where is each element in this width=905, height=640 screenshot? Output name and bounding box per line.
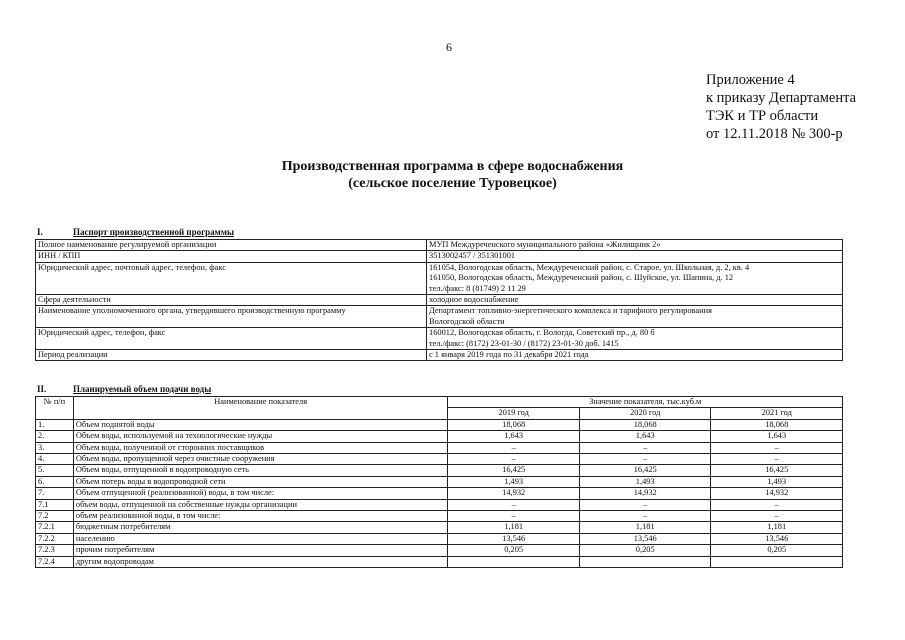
row-value-2021: 0,205 <box>711 545 843 556</box>
row-number: 5. <box>36 465 74 476</box>
row-number: 7.2.4 <box>36 556 74 567</box>
section2-heading <box>37 384 211 394</box>
col-header-name: Наименование показателя <box>73 397 448 420</box>
passport-value <box>427 251 843 262</box>
row-number: 7.2.1 <box>36 522 74 533</box>
table-row <box>36 465 843 476</box>
row-number: 2. <box>36 431 74 442</box>
row-value-2019: 16,425 <box>448 465 580 476</box>
row-number: 4. <box>36 454 74 465</box>
table-row <box>36 499 843 510</box>
row-value-2020: 18,068 <box>579 419 711 430</box>
table-row <box>36 533 843 544</box>
passport-label: Наименование уполномоченного органа, утвердившего производственную программу <box>36 306 427 328</box>
passport-value-line: 160012, Вологодская область, г. Вологда, Советский пр., д. 80 б <box>429 328 655 338</box>
row-indicator-name: Объем поднятой воды <box>73 419 448 430</box>
table-row <box>36 442 843 453</box>
row-value-2020 <box>579 556 711 567</box>
row-value-2020: 16,425 <box>579 465 711 476</box>
passport-value-line: тел./факс: 8 (81749) 2 11 29 <box>429 283 526 293</box>
appendix-line-2: к приказу Департамента <box>706 90 857 106</box>
passport-row <box>36 251 843 262</box>
passport-row <box>36 350 843 361</box>
table-row <box>36 454 843 465</box>
passport-table <box>35 239 843 361</box>
section2-number: II. <box>37 384 47 394</box>
appendix-block <box>706 71 856 143</box>
row-indicator-name: объем воды, отпущенной на собственные нужды организации <box>73 499 448 510</box>
passport-value-line: 161054, Вологодская область, Междуреченский район, с. Старое, ул. Школьная, д. 2, кв. 4 <box>429 262 750 272</box>
row-value-2020: 1,181 <box>579 522 711 533</box>
row-value-2021: 1,493 <box>711 476 843 487</box>
row-indicator-name: бюджетным потребителям <box>73 522 448 533</box>
table-row <box>36 511 843 522</box>
row-value-2019: 0,205 <box>448 545 580 556</box>
title-line-2: (сельское поселение Туровецкое) <box>348 176 557 191</box>
row-value-2021: – <box>711 511 843 522</box>
row-value-2019: 14,932 <box>448 488 580 499</box>
passport-value-line: холодное водоснабжение <box>429 295 519 305</box>
passport-value-line: с 1 января 2019 года по 31 декабря 2021 года <box>429 350 589 360</box>
passport-value <box>427 350 843 361</box>
table-row <box>36 545 843 556</box>
row-value-2019: – <box>448 454 580 465</box>
passport-value <box>427 262 843 294</box>
row-indicator-name: прочим потребителям <box>73 545 448 556</box>
row-value-2021 <box>711 556 843 567</box>
document-title <box>0 158 905 192</box>
col-header-year-2020: 2020 год <box>579 408 711 419</box>
row-number: 7.2.3 <box>36 545 74 556</box>
passport-row <box>36 262 843 294</box>
row-indicator-name: населению <box>73 533 448 544</box>
passport-value-line: МУП Междуреченского муниципального района «Жилищник 2» <box>429 240 661 249</box>
row-value-2019: 18,068 <box>448 419 580 430</box>
title-line-1: Производственная программа в сфере водоснабжения <box>281 159 624 174</box>
row-indicator-name: Объем воды, используемой на технологические нужды <box>73 431 448 442</box>
row-number: 6. <box>36 476 74 487</box>
table-row <box>36 488 843 499</box>
row-value-2020: – <box>579 499 711 510</box>
row-value-2020: 14,932 <box>579 488 711 499</box>
passport-label: Юридический адрес, почтовый адрес, телефон, факс <box>36 262 427 294</box>
section1-number: I. <box>37 227 43 237</box>
passport-label: Сфера деятельности <box>36 295 427 306</box>
row-value-2019: – <box>448 499 580 510</box>
row-value-2021: 1,181 <box>711 522 843 533</box>
col-header-no: № п/п <box>36 397 74 420</box>
row-value-2019 <box>448 556 580 567</box>
row-value-2021: – <box>711 442 843 453</box>
table-row <box>36 522 843 533</box>
passport-value <box>427 295 843 306</box>
row-value-2021: 1,643 <box>711 431 843 442</box>
row-indicator-name: Объем потерь воды в водопроводной сети <box>73 476 448 487</box>
water-supply-table <box>35 396 843 568</box>
col-header-value-group: Значение показателя, тыс.куб.м <box>448 397 843 408</box>
passport-row <box>36 306 843 328</box>
row-value-2019: – <box>448 511 580 522</box>
passport-value <box>427 240 843 251</box>
passport-label: Период реализации <box>36 350 427 361</box>
passport-value-line: 3513002457 / 351301001 <box>429 251 516 261</box>
row-number: 3. <box>36 442 74 453</box>
table-row <box>36 476 843 487</box>
section1-heading <box>37 227 234 237</box>
row-value-2021: 14,932 <box>711 488 843 499</box>
passport-label: Юридический адрес, телефон, факс <box>36 328 427 350</box>
row-value-2020: 0,205 <box>579 545 711 556</box>
row-indicator-name: другим водопроводам <box>73 556 448 567</box>
passport-value-line: Вологодской области <box>429 316 505 326</box>
passport-label: ИНН / КПП <box>36 251 427 262</box>
col-header-year-2019: 2019 год <box>448 408 580 419</box>
row-value-2021: 18,068 <box>711 419 843 430</box>
table-header-row <box>36 397 843 408</box>
row-value-2021: 13,546 <box>711 533 843 544</box>
row-value-2019: 13,546 <box>448 533 580 544</box>
appendix-line-4: от 12.11.2018 № 300-р <box>706 126 843 142</box>
section2-title: Планируемый объем подачи воды <box>73 384 212 394</box>
page-number: 6 <box>446 40 452 54</box>
row-value-2021: 16,425 <box>711 465 843 476</box>
passport-row <box>36 240 843 251</box>
row-indicator-name: Объем отпущенной (реализованной) воды, в том числе: <box>73 488 448 499</box>
row-value-2020: – <box>579 511 711 522</box>
row-indicator-name: объем реализованной воды, в том числе: <box>73 511 448 522</box>
row-value-2021: – <box>711 499 843 510</box>
section1-title: Паспорт производственной программы <box>73 227 234 237</box>
row-indicator-name: Объем воды, отпущенной в водопроводную сеть <box>73 465 448 476</box>
table-row <box>36 431 843 442</box>
row-value-2020: 13,546 <box>579 533 711 544</box>
passport-row <box>36 295 843 306</box>
passport-value-line: Департамент топливно-энергетического комплекса и тарифного регулирования <box>429 306 712 316</box>
row-value-2019: 1,181 <box>448 522 580 533</box>
appendix-line-3: ТЭК и ТР области <box>706 108 819 124</box>
row-indicator-name: Объем воды, полученной от сторонних поставщиков <box>73 442 448 453</box>
row-number: 7. <box>36 488 74 499</box>
row-number: 1. <box>36 419 74 430</box>
row-number: 7.2.2 <box>36 533 74 544</box>
row-number: 7.2 <box>36 511 74 522</box>
passport-label: Полное наименование регулируемой организации <box>36 240 427 251</box>
table-row <box>36 556 843 567</box>
row-value-2021: – <box>711 454 843 465</box>
col-header-year-2021: 2021 год <box>711 408 843 419</box>
row-value-2019: 1,643 <box>448 431 580 442</box>
row-indicator-name: Объем воды, пропущенной через очистные сооружения <box>73 454 448 465</box>
row-value-2020: – <box>579 442 711 453</box>
row-value-2019: – <box>448 442 580 453</box>
passport-value <box>427 306 843 328</box>
passport-value <box>427 328 843 350</box>
row-value-2020: – <box>579 454 711 465</box>
appendix-line-1: Приложение 4 <box>706 72 795 88</box>
passport-row <box>36 328 843 350</box>
row-number: 7.1 <box>36 499 74 510</box>
passport-value-line: тел./факс: (8172) 23-01-30 / (8172) 23-01-30 доб. 1415 <box>429 338 619 348</box>
row-value-2019: 1,493 <box>448 476 580 487</box>
row-value-2020: 1,643 <box>579 431 711 442</box>
table-row <box>36 419 843 430</box>
passport-value-line: 161050, Вологодская область, Междуреченский район, с. Шуйское, ул. Шапина, д. 12 <box>429 273 734 283</box>
row-value-2020: 1,493 <box>579 476 711 487</box>
